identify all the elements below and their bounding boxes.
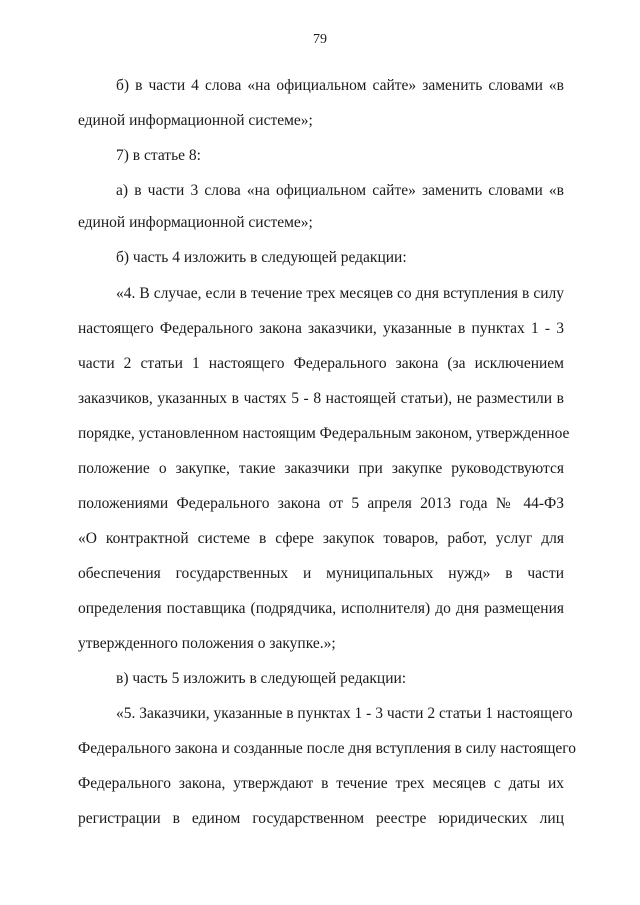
text-line: утвержденного положения о закупке.»; bbox=[78, 635, 336, 652]
text-line: единой информационной системе»; bbox=[78, 214, 313, 231]
text-line: «5. Заказчики, указанные в пунктах 1 - 3 части 2 статьи 1 настоящего bbox=[116, 705, 573, 722]
text-line: «О контрактной системе в сфере закупок товаров, работ, услуг для bbox=[78, 530, 564, 547]
text-line: Федерального закона и созданные после дня вступления в силу настоящего bbox=[78, 740, 576, 757]
text-line: определения поставщика (подрядчика, исполнителя) до дня размещения bbox=[78, 600, 564, 617]
text-line: регистрации в едином государственном реестре юридических лиц bbox=[78, 810, 564, 827]
text-line: части 2 статьи 1 настоящего Федерального закона (за исключением bbox=[78, 355, 564, 372]
text-line: а) в части 3 слова «на официальном сайте» заменить словами «в bbox=[116, 182, 564, 199]
text-line: настоящего Федерального закона заказчики, указанные в пунктах 1 - 3 bbox=[78, 320, 564, 337]
text-line: заказчиков, указанных в частях 5 - 8 настоящей статьи), не разместили в bbox=[78, 390, 564, 407]
text-line: единой информационной системе»; bbox=[78, 112, 313, 129]
text-line: 7) в статье 8: bbox=[116, 147, 201, 164]
text-line: б) в части 4 слова «на официальном сайте» заменить словами «в bbox=[116, 77, 564, 94]
text-line: положение о закупке, такие заказчики при закупке руководствуются bbox=[78, 460, 564, 477]
text-line: Федерального закона, утверждают в течение трех месяцев с даты их bbox=[78, 775, 564, 792]
page-number: 79 bbox=[313, 32, 327, 47]
text-line: положениями Федерального закона от 5 апреля 2013 года № 44-ФЗ bbox=[78, 495, 564, 512]
text-line: «4. В случае, если в течение трех месяцев со дня вступления в силу bbox=[116, 285, 564, 302]
text-line: б) часть 4 изложить в следующей редакции: bbox=[116, 249, 407, 266]
text-line: порядке, установленном настоящим Федеральным законом, утвержденное bbox=[78, 425, 570, 442]
text-line: в) часть 5 изложить в следующей редакции: bbox=[116, 670, 407, 687]
text-line: обеспечения государственных и муниципальных нужд» в части bbox=[78, 565, 564, 582]
